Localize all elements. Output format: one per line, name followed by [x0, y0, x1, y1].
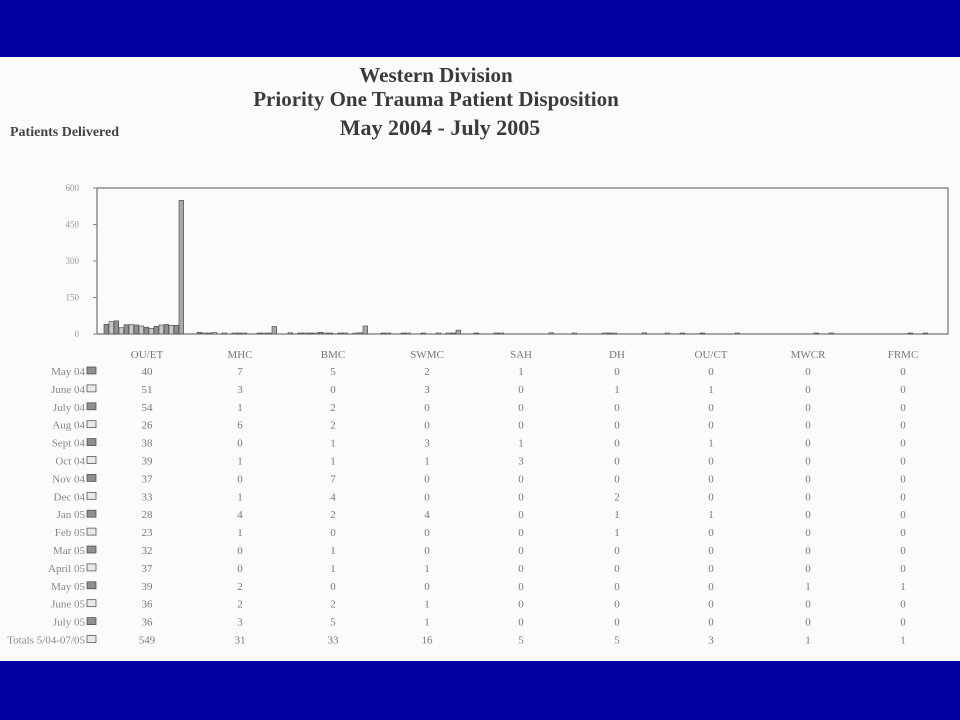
table-cell: 33 — [327, 634, 339, 647]
bar — [313, 333, 318, 334]
legend-row-label: Jan 05 — [56, 509, 85, 522]
legend-row-label: May 04 — [51, 366, 85, 378]
bar — [829, 333, 834, 334]
table-cell: 0 — [518, 491, 524, 504]
table-cell: 0 — [518, 545, 524, 557]
legend-swatch — [87, 600, 96, 607]
table-cell: 1 — [424, 562, 430, 575]
table-cell: 0 — [330, 383, 336, 396]
table-cell: 0 — [708, 401, 714, 414]
table-cell: 0 — [518, 527, 524, 540]
table-cell: 54 — [141, 401, 153, 414]
bar — [154, 326, 159, 334]
category-label: FRMC — [887, 349, 919, 361]
bar — [607, 333, 612, 334]
bar — [232, 333, 237, 334]
table-cell: 0 — [805, 366, 811, 378]
table-cell: 0 — [900, 562, 906, 575]
table-cell: 51 — [141, 383, 153, 396]
table-cell: 33 — [141, 491, 153, 504]
table-cell: 2 — [330, 401, 336, 414]
table-cell: 0 — [708, 473, 714, 486]
table-cell: 32 — [141, 545, 153, 557]
table-cell: 0 — [805, 437, 811, 450]
table-cell: 0 — [805, 455, 811, 468]
table-cell: 0 — [900, 509, 906, 522]
table-cell: 36 — [141, 616, 153, 629]
legend-swatch — [87, 582, 96, 589]
table-cell: 1 — [237, 455, 243, 468]
bar-chart — [0, 57, 960, 661]
table-cell: 0 — [237, 473, 243, 486]
table-cell: 1 — [900, 634, 906, 647]
table-cell: 0 — [805, 527, 811, 540]
bar — [406, 333, 411, 334]
table-cell: 5 — [518, 634, 524, 647]
table-cell: 0 — [805, 545, 811, 557]
table-cell: 0 — [424, 401, 430, 414]
category-label: SWMC — [410, 349, 444, 361]
table-cell: 5 — [330, 616, 336, 629]
table-cell: 0 — [708, 598, 714, 611]
bar — [328, 333, 333, 334]
legend-row-label: June 04 — [51, 383, 85, 396]
table-cell: 1 — [237, 527, 243, 540]
bar — [202, 333, 207, 334]
table-cell: 37 — [141, 562, 153, 575]
table-cell: 0 — [614, 419, 620, 432]
bar — [456, 330, 461, 334]
legend-swatch — [87, 564, 96, 571]
bar — [908, 333, 913, 334]
table-cell: 3 — [424, 437, 430, 450]
bar — [134, 325, 139, 334]
bar — [207, 333, 212, 334]
chart-paper — [0, 57, 960, 661]
table-cell: 0 — [708, 455, 714, 468]
table-cell: 2 — [614, 491, 620, 504]
table-cell: 0 — [805, 616, 811, 629]
table-cell: 3 — [237, 383, 243, 396]
table-cell: 28 — [141, 509, 153, 522]
bar — [114, 321, 119, 334]
bar — [164, 325, 169, 334]
table-cell: 4 — [237, 509, 243, 522]
bar — [272, 326, 277, 334]
table-cell: 0 — [518, 562, 524, 575]
table-cell: 36 — [141, 598, 153, 611]
bar — [665, 333, 670, 334]
legend-row-label: July 04 — [52, 401, 85, 414]
table-cell: 1 — [424, 616, 430, 629]
bar — [144, 327, 149, 334]
table-cell: 0 — [805, 401, 811, 414]
table-cell: 31 — [234, 634, 246, 647]
table-cell: 7 — [237, 366, 243, 378]
table-cell: 1 — [237, 491, 243, 504]
table-cell: 0 — [614, 580, 620, 593]
legend-row-label: Oct 04 — [55, 455, 85, 468]
table-cell: 0 — [708, 562, 714, 575]
table-cell: 3 — [708, 634, 714, 647]
bar — [642, 333, 647, 334]
category-label: OU/ET — [130, 349, 164, 361]
table-cell: 0 — [900, 473, 906, 486]
legend-swatch — [87, 546, 96, 553]
table-cell: 0 — [708, 366, 714, 378]
table-cell: 39 — [141, 455, 153, 468]
bar — [174, 325, 179, 334]
table-cell: 1 — [614, 527, 620, 540]
table-cell: 0 — [518, 616, 524, 629]
table-cell: 3 — [424, 383, 430, 396]
table-cell: 6 — [237, 419, 243, 432]
table-cell: 0 — [424, 419, 430, 432]
table-cell: 0 — [805, 419, 811, 432]
legend-row-label: July 05 — [52, 616, 85, 629]
bar — [237, 333, 242, 334]
table-cell: 1 — [330, 455, 336, 468]
table-cell: 38 — [141, 437, 153, 450]
table-cell: 0 — [805, 598, 811, 611]
bar — [308, 333, 313, 334]
chart-title-line3: May 2004 - July 2005 — [339, 115, 541, 140]
table-cell: 0 — [330, 580, 336, 593]
category-label: MHC — [227, 349, 253, 361]
table-cell: 0 — [805, 562, 811, 575]
table-cell: 0 — [518, 509, 524, 522]
table-cell: 26 — [141, 419, 153, 432]
table-cell: 0 — [518, 598, 524, 611]
bar — [436, 333, 441, 334]
table-cell: 2 — [237, 580, 243, 593]
table-cell: 1 — [424, 598, 430, 611]
legend-swatch — [87, 528, 96, 535]
bar — [257, 333, 262, 334]
table-cell: 4 — [330, 491, 336, 504]
table-cell: 5 — [614, 634, 620, 647]
table-cell: 3 — [518, 455, 524, 468]
bar — [572, 333, 577, 334]
table-cell: 0 — [614, 366, 620, 378]
table-cell: 0 — [614, 455, 620, 468]
bar — [353, 333, 358, 334]
bar — [499, 333, 504, 334]
bar — [421, 333, 426, 334]
table-cell: 0 — [330, 527, 336, 540]
bar — [602, 333, 607, 334]
table-cell: 1 — [330, 437, 336, 450]
table-cell: 0 — [805, 491, 811, 504]
category-label: OU/CT — [694, 349, 728, 361]
bar — [288, 333, 293, 334]
table-cell: 23 — [141, 527, 153, 540]
chart-title-line2: Priority One Trauma Patient Disposition — [253, 87, 619, 111]
bar — [549, 333, 554, 334]
table-cell: 1 — [805, 580, 811, 593]
bar — [159, 325, 164, 334]
bar — [735, 333, 740, 334]
table-cell: 0 — [805, 383, 811, 396]
table-cell: 0 — [900, 527, 906, 540]
bar — [680, 333, 685, 334]
table-cell: 1 — [424, 455, 430, 468]
table-cell: 0 — [900, 383, 906, 396]
bar — [343, 333, 348, 334]
bar — [212, 333, 217, 334]
bar — [386, 333, 391, 334]
table-cell: 0 — [900, 366, 906, 378]
legend-swatch — [87, 474, 96, 481]
legend-row-label: April 05 — [48, 562, 85, 575]
table-cell: 2 — [330, 509, 336, 522]
legend-row-label: Feb 05 — [54, 527, 85, 540]
bar — [381, 333, 386, 334]
table-cell: 0 — [237, 437, 243, 450]
y-tick-label: 300 — [65, 256, 79, 266]
legend-row-label: Aug 04 — [52, 419, 85, 432]
table-cell: 0 — [424, 491, 430, 504]
bar — [124, 325, 129, 334]
legend-swatch — [87, 367, 96, 374]
bar — [104, 324, 109, 334]
bar — [179, 200, 184, 334]
bar — [612, 333, 617, 334]
y-tick-label: 150 — [65, 292, 79, 303]
legend-row-label: Sept 04 — [51, 437, 85, 450]
table-cell: 1 — [708, 509, 714, 522]
table-cell: 0 — [708, 419, 714, 432]
legend-row-label: June 05 — [51, 598, 85, 611]
table-cell: 0 — [900, 491, 906, 504]
legend-swatch — [87, 403, 96, 410]
bar — [700, 333, 705, 334]
legend-swatch — [87, 636, 96, 643]
legend-row-label: May 05 — [51, 580, 85, 593]
table-cell: 0 — [900, 545, 906, 557]
category-label: DH — [609, 349, 625, 361]
legend-swatch — [87, 421, 96, 428]
table-cell: 40 — [141, 366, 153, 378]
table-cell: 0 — [614, 598, 620, 611]
table-cell: 0 — [614, 401, 620, 414]
table-cell: 37 — [141, 473, 153, 486]
bar — [358, 333, 363, 334]
table-cell: 2 — [330, 598, 336, 611]
table-cell: 0 — [805, 509, 811, 522]
table-cell: 1 — [518, 437, 524, 450]
bar — [363, 326, 368, 334]
table-cell: 1 — [330, 562, 336, 575]
bar — [262, 333, 267, 334]
legend-swatch — [87, 492, 96, 499]
legend-swatch — [87, 385, 96, 392]
table-cell: 0 — [518, 419, 524, 432]
table-cell: 0 — [900, 455, 906, 468]
bar — [338, 333, 343, 334]
y-tick-label: 600 — [65, 183, 79, 193]
table-cell: 0 — [900, 401, 906, 414]
plot-frame — [97, 188, 948, 334]
table-cell: 1 — [518, 366, 524, 378]
table-cell: 0 — [614, 473, 620, 486]
bar — [149, 328, 154, 334]
category-label: SAH — [509, 349, 533, 361]
category-label: MWCR — [790, 349, 826, 361]
table-cell: 7 — [330, 473, 336, 486]
bar — [298, 333, 303, 334]
table-cell: 0 — [805, 473, 811, 486]
bar — [129, 325, 134, 334]
bar — [923, 333, 928, 334]
table-cell: 0 — [900, 419, 906, 432]
table-cell: 0 — [614, 437, 620, 450]
bar — [323, 333, 328, 334]
bar — [401, 333, 406, 334]
table-cell: 0 — [424, 580, 430, 593]
bar — [267, 333, 272, 334]
table-cell: 1 — [805, 634, 811, 647]
table-cell: 0 — [708, 545, 714, 557]
table-cell: 0 — [708, 491, 714, 504]
table-cell: 0 — [518, 473, 524, 486]
y-tick-label: 0 — [74, 329, 79, 339]
legend-swatch — [87, 618, 96, 625]
table-cell: 0 — [518, 401, 524, 414]
table-cell: 2 — [424, 366, 430, 378]
bar — [222, 333, 227, 334]
table-cell: 0 — [900, 437, 906, 450]
legend-swatch — [87, 510, 96, 517]
legend-swatch — [87, 439, 96, 446]
table-cell: 2 — [237, 598, 243, 611]
table-cell: 0 — [708, 580, 714, 593]
y-tick-label: 450 — [65, 219, 79, 230]
bar — [303, 333, 308, 334]
bar — [446, 333, 451, 334]
table-cell: 3 — [237, 616, 243, 629]
table-cell: 1 — [708, 383, 714, 396]
category-label: BMC — [320, 349, 346, 361]
table-cell: 0 — [708, 616, 714, 629]
legend-row-label: Mar 05 — [52, 545, 85, 557]
bar — [318, 332, 323, 334]
table-cell: 0 — [900, 616, 906, 629]
table-cell: 1 — [708, 437, 714, 450]
legend-row-label: Dec 04 — [53, 491, 85, 504]
table-cell: 0 — [708, 527, 714, 540]
table-cell: 0 — [614, 562, 620, 575]
legend-swatch — [87, 457, 96, 464]
bar — [494, 333, 499, 334]
table-cell: 0 — [424, 545, 430, 557]
bar — [169, 325, 174, 334]
legend-row-label: Totals 5/04-07/05 — [7, 634, 85, 647]
table-cell: 1 — [614, 383, 620, 396]
bar — [119, 328, 124, 334]
bar — [109, 322, 114, 334]
table-cell: 16 — [421, 634, 433, 647]
bar — [451, 333, 456, 334]
legend-row-label: Nov 04 — [52, 473, 85, 486]
y-axis-label: Patients Delivered — [10, 125, 119, 140]
table-cell: 0 — [518, 383, 524, 396]
table-cell: 1 — [900, 580, 906, 593]
table-cell: 1 — [614, 509, 620, 522]
table-cell: 549 — [138, 634, 156, 647]
table-cell: 0 — [518, 580, 524, 593]
table-cell: 0 — [424, 473, 430, 486]
table-cell: 0 — [900, 598, 906, 611]
table-cell: 0 — [237, 545, 243, 557]
table-cell: 5 — [330, 366, 336, 378]
table-cell: 39 — [141, 580, 153, 593]
bar — [242, 333, 247, 334]
table-cell: 0 — [237, 562, 243, 575]
table-cell: 0 — [424, 527, 430, 540]
table-cell: 0 — [614, 545, 620, 557]
table-cell: 0 — [614, 616, 620, 629]
bar — [474, 333, 479, 334]
bar — [139, 326, 144, 334]
chart-title-line1: Western Division — [359, 63, 513, 87]
table-cell: 1 — [330, 545, 336, 557]
table-cell: 1 — [237, 401, 243, 414]
table-cell: 2 — [330, 419, 336, 432]
bar — [814, 333, 819, 334]
bar — [197, 332, 202, 334]
table-cell: 4 — [424, 509, 430, 522]
